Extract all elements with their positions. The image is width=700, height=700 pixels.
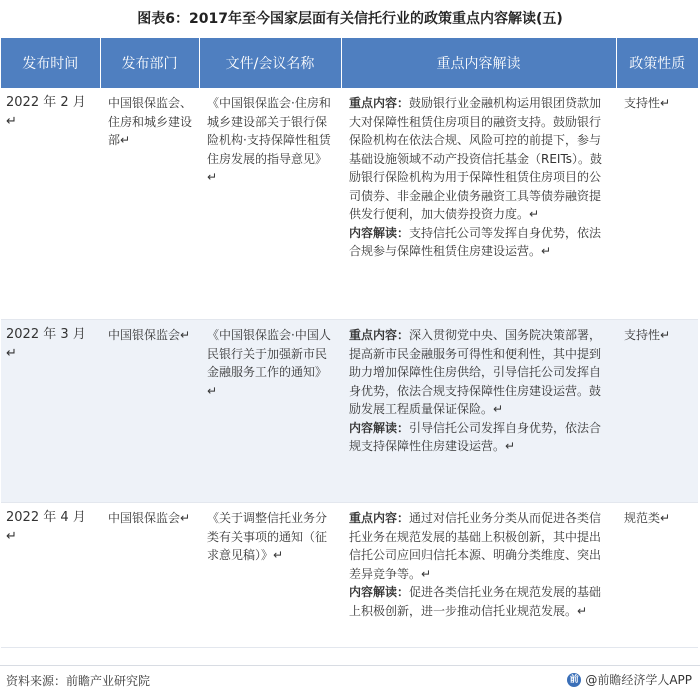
cell-date: 2022 年 2 月↵ — [1, 88, 100, 320]
cell-department: 中国银保监会、住房和城乡建设部↵ — [100, 88, 199, 320]
table-header-row — [1, 38, 698, 88]
header-document: 文件/会议名称 — [199, 38, 341, 88]
interp-label: 内容解读： — [349, 420, 410, 435]
key-label: 重点内容： — [349, 328, 410, 342]
interp-text: 支持信托公司等发挥自身优势，依法合规参与保障性租赁住房建设运营。↵ — [349, 225, 602, 258]
source-note: 资料来源：前瞻产业研究院 — [6, 674, 151, 688]
cell-document: 《关于调整信托业务分类有关事项的通知（征求意见稿）》↵ — [199, 503, 341, 648]
key-text: 通过对信托业务分类从而促进各类信托业务在规范发展的基础上积极创新，其中提出信托公司应回归信托本源、明确分类维度、突出差异竞争等。↵ — [349, 511, 602, 581]
key-label: 重点内容： — [349, 96, 410, 110]
cell-key-content — [341, 88, 616, 320]
table-row — [1, 320, 698, 503]
cell-key-content — [341, 320, 616, 503]
footer-divider — [0, 665, 700, 666]
cell-date: 2022 年 3 月↵ — [1, 320, 100, 503]
cell-department: 中国银保监会↵ — [100, 320, 199, 503]
header-key-content: 重点内容解读 — [341, 38, 616, 88]
cell-department: 中国银保监会↵ — [100, 503, 199, 648]
table-row — [1, 88, 698, 320]
cell-key-content — [341, 503, 616, 648]
cell-date: 2022 年 4 月↵ — [1, 503, 100, 648]
table-row — [1, 503, 698, 648]
brand-logo-icon: 前 — [567, 673, 581, 687]
interp-text: 促进各类信托业务在规范发展的基础上积极创新，进一步推动信托业规范发展。↵ — [349, 585, 602, 618]
cell-nature: 支持性↵ — [616, 88, 698, 320]
header-department: 发布部门 — [100, 38, 199, 88]
header-nature: 政策性质 — [616, 38, 698, 88]
brand-text: @前瞻经济学人APP — [585, 673, 692, 687]
page-title: 图表6：2017年至今国家层面有关信托行业的政策重点内容解读(五) — [137, 11, 563, 27]
interp-label: 内容解读： — [349, 225, 410, 240]
key-text: 深入贯彻党中央、国务院决策部署，提高新市民金融服务可得性和便利性，其中提到助力增加保障性住房供给，引导信托公司发挥自身优势，依法合规支持保障性住房建设运营。鼓励发展工程质量保证保险。↵ — [349, 328, 602, 416]
key-text: 鼓励银行业金融机构运用银团贷款加大对保障性租赁住房项目的融资支持。鼓励银行保险机构在依法合规、风险可控的前提下，参与基础设施领域不动产投资信托基金（REITs）。鼓励银行保险机构为用于保障性租赁住房项目的公司债券、非金融企业债务融资工具等债券融资提供发行便利，加大债券投资力度。↵ — [349, 96, 603, 221]
cell-document: 《中国银保监会·住房和城乡建设部关于银行保险机构·支持保障性租赁住房发展的指导意见》↵ — [199, 88, 341, 320]
cell-document: 《中国银保监会·中国人民银行关于加强新市民金融服务工作的通知》↵ — [199, 320, 341, 503]
cell-nature: 支持性↵ — [616, 320, 698, 503]
key-label: 重点内容： — [349, 511, 410, 525]
cell-nature: 规范类↵ — [616, 503, 698, 648]
header-date: 发布时间 — [1, 38, 100, 88]
interp-text: 引导信托公司发挥自身优势，依法合规支持保障性住房建设运营。↵ — [349, 420, 602, 453]
interp-label: 内容解读： — [349, 585, 410, 599]
policy-table — [1, 38, 698, 648]
brand-credit — [567, 671, 692, 688]
